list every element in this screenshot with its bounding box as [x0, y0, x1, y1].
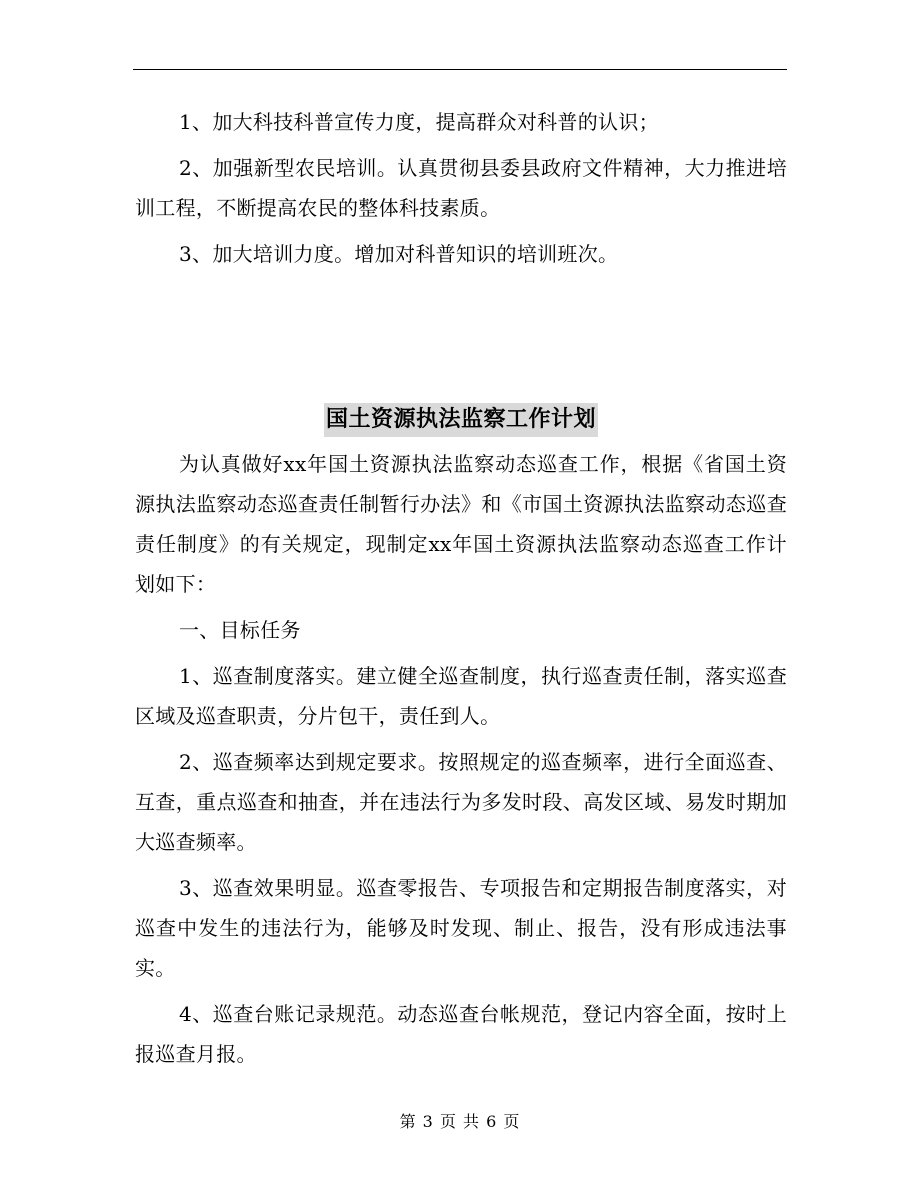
- title-container: [135, 402, 787, 440]
- document-body: [135, 102, 787, 1080]
- list-item: 2、巡查频率达到规定要求。按照规定的巡查频率，进行全面巡查、互查，重点巡查和抽查，并在违法行为多发时段、高发区域、易发时期加大巡查频率。: [135, 750, 787, 854]
- list-item: 1、巡查制度落实。建立健全巡查制度，执行巡查责任制，落实巡查区域及巡查职责，分片包干，责任到人。: [135, 664, 787, 728]
- list-item: 4、巡查台账记录规范。动态巡查台帐规范，登记内容全面，按时上报巡查月报。: [135, 1002, 787, 1066]
- page-footer: [0, 1110, 920, 1134]
- header-rule: [133, 69, 787, 70]
- list-item: 1、加大科技科普宣传力度，提高群众对科普的认识；: [179, 110, 659, 134]
- list-item: 3、巡查效果明显。巡查零报告、专项报告和定期报告制度落实，对巡查中发生的违法行为，能够及时发现、制止、报告，没有形成违法事实。: [135, 876, 787, 980]
- list-item: 2、加强新型农民培训。认真贯彻县委县政府文件精神，大力推进培训工程，不断提高农民的整体科技素质。: [135, 156, 787, 220]
- page-number: 第 3 页 共 6 页: [399, 1112, 521, 1131]
- section-heading: 一、目标任务: [179, 618, 301, 642]
- intro-paragraph: 为认真做好xx年国土资源执法监察动态巡查工作，根据《省国土资源执法监察动态巡查责任制暂行办法》和《市国土资源执法监察动态巡查责任制度》的有关规定，现制定xx年国土资源执法监察动态巡查工作计划如下：: [135, 452, 787, 596]
- section-gap: [135, 280, 787, 402]
- list-item: 3、加大培训力度。增加对科普知识的培训班次。: [179, 242, 619, 266]
- page-title: 国土资源执法监察工作计划: [324, 403, 598, 437]
